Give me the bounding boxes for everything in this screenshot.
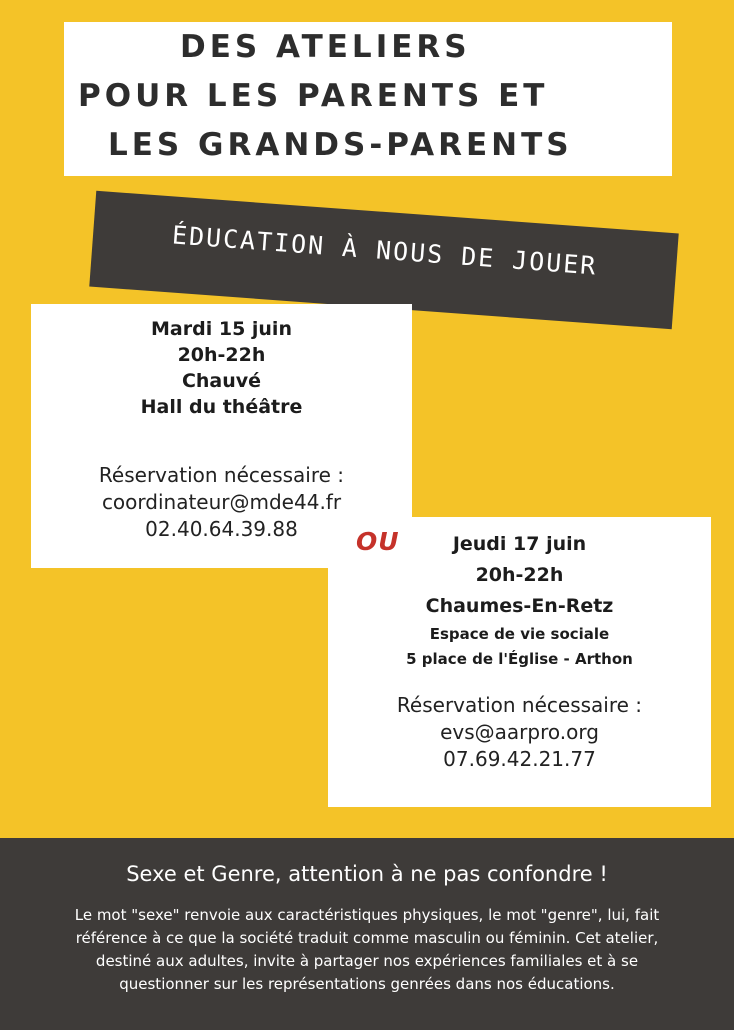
banner-text: ÉDUCATION À NOUS DE JOUER — [171, 220, 599, 281]
event-2-address: 5 place de l'Église - Arthon — [406, 650, 633, 668]
footer-heading: Sexe et Genre, attention à ne pas confondre ! — [126, 862, 608, 886]
footer-panel — [0, 838, 734, 1030]
event-1-town: Chauvé — [181, 370, 262, 392]
event-2-phone: 07.69.42.21.77 — [443, 747, 596, 771]
event-2-reservation-label: Réservation nécessaire : — [396, 693, 643, 717]
footer-body-line-1: Le mot "sexe" renvoie aux caractéristiques physiques, le mot "genre", lui, fait — [74, 906, 660, 924]
event-2-reservation — [328, 692, 711, 773]
event-2-time: 20h-22h — [475, 564, 564, 586]
event-2-venue: Espace de vie sociale — [429, 625, 610, 643]
footer-body-line-4: questionner sur les représentations genrées dans nos éducations. — [119, 975, 615, 993]
event-1-time: 20h-22h — [177, 344, 266, 366]
title-line-3: LES GRANDS-PARENTS — [108, 127, 573, 163]
footer-body-line-2: référence à ce que la société traduit comme masculin ou féminin. Cet atelier, — [75, 929, 659, 947]
event-2-town: Chaumes-En-Retz — [425, 595, 614, 617]
event-1-email: coordinateur@mde44.fr — [101, 490, 342, 514]
title-line-1: DES ATELIERS — [180, 29, 471, 65]
event-2-date: Jeudi 17 juin — [452, 533, 587, 555]
title-line-2: POUR LES PARENTS ET — [78, 78, 549, 114]
event-card-2 — [328, 517, 711, 807]
event-1-venue: Hall du théâtre — [140, 396, 303, 418]
footer-body-line-3: destiné aux adultes, invite à partager nos expériences familiales et à se — [95, 952, 639, 970]
footer-body — [0, 904, 734, 996]
event-1-reservation-label: Réservation nécessaire : — [98, 463, 345, 487]
event-1-details — [31, 304, 412, 420]
event-1-date: Mardi 15 juin — [151, 318, 292, 340]
event-1-phone: 02.40.64.39.88 — [145, 517, 298, 541]
title-box — [64, 22, 672, 176]
or-connector: OU — [356, 527, 400, 556]
event-2-email: evs@aarpro.org — [440, 720, 599, 744]
